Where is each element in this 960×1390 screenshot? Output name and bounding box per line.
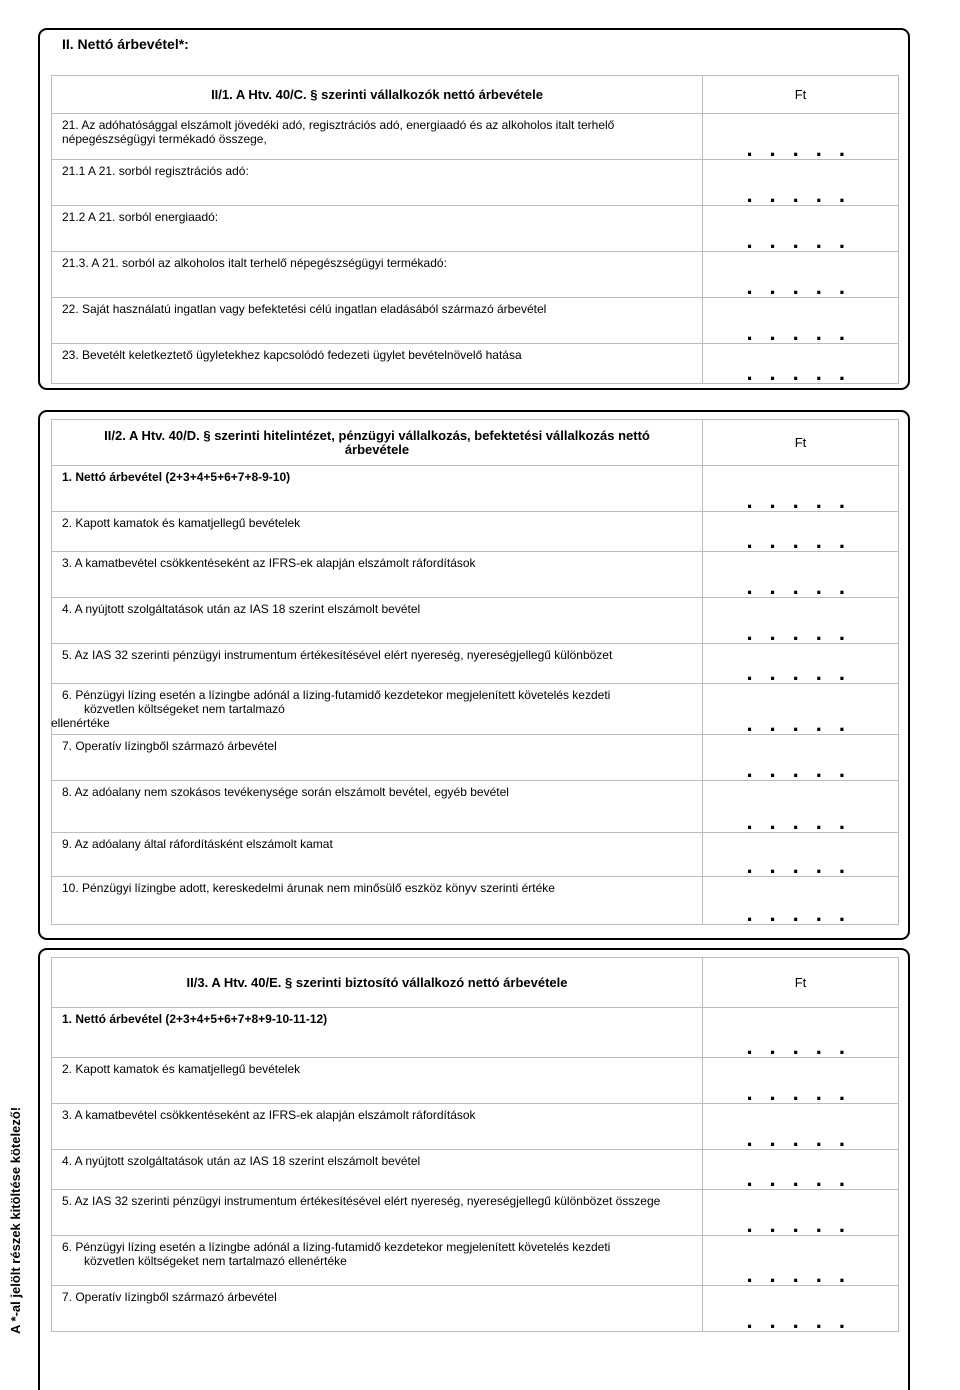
s2-row-4-value[interactable]: ..... [703,598,899,644]
s2-row-1-value[interactable]: ..... [703,466,899,512]
s3-unit: Ft [703,958,899,1008]
s2-unit: Ft [703,420,899,466]
s2-row-8-value[interactable]: ..... [703,781,899,833]
mandatory-fields-note: A *-al jelölt részek kitöltése kötelező! [8,1106,23,1334]
s1-row-21-1-label: 21.1 A 21. sorból regisztrációs adó: [52,160,703,206]
s3-row-6-label: 6. Pénzügyi lízing esetén a lízingbe adónál a lízing-futamidő kezdetekor megjelenített követelés kezdeti közvetlen költségeket nem tartalmazó ellenértéke [52,1236,703,1286]
s1-title: II/1. A Htv. 40/C. § szerinti vállalkozók nettó árbevétele [52,76,703,114]
s1-row-23-value[interactable]: ..... [703,344,899,384]
s2-row-5-label: 5. Az IAS 32 szerinti pénzügyi instrumentum értékesítésével elért nyereség, nyereségjellegű különbözet [52,644,703,684]
s3-row-7-value[interactable]: ..... [703,1286,899,1332]
s2-row-3-label: 3. A kamatbevétel csökkentéseként az IFRS-ek alapján elszámolt ráfordítások [52,552,703,598]
s1-row-22-value[interactable]: ..... [703,298,899,344]
s1-row-21-2-label: 21.2 A 21. sorból energiaadó: [52,206,703,252]
s2-row-6-value[interactable]: ..... [703,684,899,735]
s1-row-21-3-label: 21.3. A 21. sorból az alkoholos italt terhelő népegészségügyi termékadó: [52,252,703,298]
s3-row-4-value[interactable]: ..... [703,1150,899,1190]
s3-row-3-label: 3. A kamatbevétel csökkentéseként az IFRS-ek alapján elszámolt ráfordítások [52,1104,703,1150]
s3-row-6-value[interactable]: ..... [703,1236,899,1286]
s2-row-8-label: 8. Az adóalany nem szokásos tevékenysége során elszámolt bevétel, egyéb bevétel [52,781,703,833]
s2-row-10-label: 10. Pénzügyi lízingbe adott, kereskedelmi árunak nem minősülő eszköz könyv szerinti értéke [52,877,703,925]
s3-row-5-label: 5. Az IAS 32 szerinti pénzügyi instrumentum értékesítésével elért nyereség, nyereségjellegű különbözet összege [52,1190,703,1236]
s1-table [51,75,899,384]
insurance-panel [38,948,910,1390]
s2-row-2-value[interactable]: ..... [703,512,899,552]
credit-institution-panel [38,410,910,940]
s3-row-3-value[interactable]: ..... [703,1104,899,1150]
s2-row-1-label: 1. Nettó árbevétel (2+3+4+5+6+7+8-9-10) [52,466,703,512]
net-revenue-panel [38,28,910,390]
s3-row-5-value[interactable]: ..... [703,1190,899,1236]
s2-row-9-value[interactable]: ..... [703,833,899,877]
s2-row-2-label: 2. Kapott kamatok és kamatjellegű bevételek [52,512,703,552]
s2-row-6-label: 6. Pénzügyi lízing esetén a lízingbe adónál a lízing-futamidő kezdetekor megjelenített követelés kezdeti közvetlen költségeket nem tartalmazó ellenértéke [52,684,703,735]
s1-row-22-label: 22. Saját használatú ingatlan vagy befektetési célú ingatlan eladásából származó árbevétel [52,298,703,344]
s3-row-1-label: 1. Nettó árbevétel (2+3+4+5+6+7+8+9-10-11-12) [52,1008,703,1058]
s2-row-7-label: 7. Operatív lízingből származó árbevétel [52,735,703,781]
s3-row-1-value[interactable]: ..... [703,1008,899,1058]
s1-row-21-3-value[interactable]: ..... [703,252,899,298]
s3-row-2-label: 2. Kapott kamatok és kamatjellegű bevételek [52,1058,703,1104]
s3-table [51,957,899,1332]
s1-row-21-1-value[interactable]: ..... [703,160,899,206]
s3-title: II/3. A Htv. 40/E. § szerinti biztosító vállalkozó nettó árbevétele [52,958,703,1008]
s2-row-3-value[interactable]: ..... [703,552,899,598]
s2-table [51,419,899,925]
s3-row-7-label: 7. Operatív lízingből származó árbevétel [52,1286,703,1332]
s2-row-9-label: 9. Az adóalany által ráfordításként elszámolt kamat [52,833,703,877]
s3-row-2-value[interactable]: ..... [703,1058,899,1104]
s3-row-4-label: 4. A nyújtott szolgáltatások után az IAS 18 szerint elszámolt bevétel [52,1150,703,1190]
s1-row-23-label: 23. Bevetélt keletkeztető ügyletekhez kapcsolódó fedezeti ügylet bevételnövelő hatása [52,344,703,384]
s1-unit: Ft [703,76,899,114]
s1-row-21-label: 21. Az adóhatósággal elszámolt jövedéki adó, regisztrációs adó, energiaadó és az alkoholos italt terhelő népegészségügyi termékadó összege, [52,114,703,160]
s2-row-4-label: 4. A nyújtott szolgáltatások után az IAS 18 szerint elszámolt bevétel [52,598,703,644]
s1-row-21-2-value[interactable]: ..... [703,206,899,252]
section-label: II. Nettó árbevétel*: [62,36,189,52]
s2-title: II/2. A Htv. 40/D. § szerinti hitelintézet, pénzügyi vállalkozás, befektetési vállalkozás nettó árbevétele [52,420,703,466]
s1-row-21-value[interactable]: ..... [703,114,899,160]
s2-row-7-value[interactable]: ..... [703,735,899,781]
s2-row-10-value[interactable]: ..... [703,877,899,925]
s2-row-5-value[interactable]: ..... [703,644,899,684]
